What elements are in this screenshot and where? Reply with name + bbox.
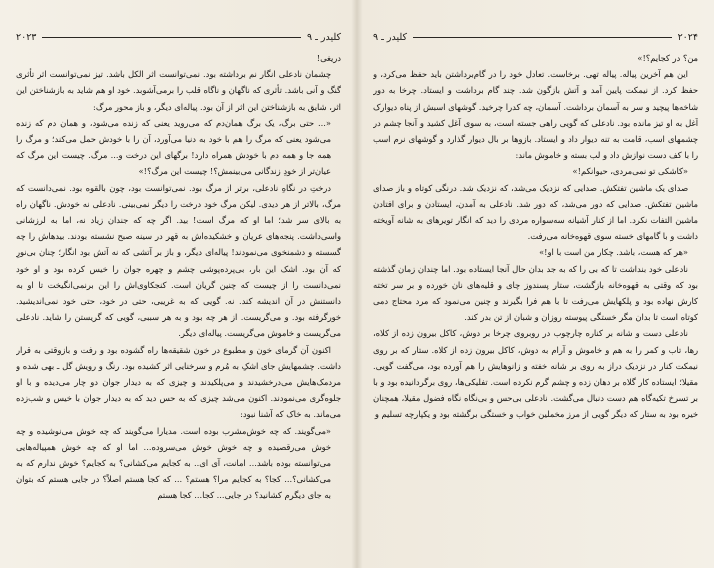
paragraph: من؟ در کجایم؟!» bbox=[637, 53, 698, 63]
paragraph: «کاشکی تو نمی‌مردی، حیوانکم!» bbox=[572, 166, 688, 177]
right-page-book-title: کلیدر ـ ۹ bbox=[373, 31, 408, 43]
paragraph: نادعلی خود بنداشت تا که بی را که به جد بدان حال آنجا ایستاده بود. اما چندان زمان گذشته بود که وقتی به قهوه‌خانه بازگشت، ستار پسندوز چای و قلیه‌های نان خورده و بر سر تخته کارش نهاده بود و پلکهایش می‌رفت تا با هم فرا بگیرند و چنین می‌نمود که مرد محتاج دمی کوتاه است تا بدان مگر خستگی پیوسته روزان و شبان از تن بدر کند. bbox=[373, 263, 698, 323]
left-page-header bbox=[16, 30, 341, 44]
right-page-number: ۲۰۲۴ bbox=[677, 31, 698, 43]
paragraph: «... حتی برگ، یک برگ همان‌دم که می‌روید یعنی که زنده می‌شود، و همان دم که زنده می‌شود یعنی که مرگ را هم با خود به دنیا می‌آورد، آن را با خودش حمل می‌کند؛ و مرگ را همه جا و همه دم با خودش همراه دارد! برگهای این درخت و... مرگ. چیست این مرگ که عیان‌تر از خودِ زندگانی می‌بینمش؟! چیست این مرگ؟!» bbox=[16, 117, 331, 177]
header-rule bbox=[42, 37, 301, 38]
left-page-book-title: کلیدر ـ ۹ bbox=[306, 31, 341, 43]
paragraph: اکنون آن گرمای خون و مطبوع در خون شقیقه‌ها راه گشوده بود و رفت و بازوقتی به قرار داشت. چشمهایش جای اشکِ به مُرم و سرخنایی اثر کشیده بود. رنگ و رویش گل ـ بهی شده و مردمک‌هایش می‌درخشیدند و می‌پلکیدند و چیزی که به دیدار جوان دو چار می‌دیده و با او جلوه‌گری می‌نمودند. اکنون می‌شد چیزی که به حس دید که به دیدار جوان با خیس و شب‌زده می‌ماند. به خاک که آشنا نبود: bbox=[16, 344, 341, 420]
left-page-text bbox=[16, 50, 341, 568]
paragraph: صدای یک ماشین تفتکش. صدایی که نزدیک می‌شد، که نزدیک شد. درنگی کوتاه و باز صدای ماشین تفتکش. صدایی که دور می‌شد، که دور شد. نادعلی به آمدن، ایستادن و برای افتادن ماشین التفات نکرد. اما از کنار آشیانه سه‌سواره مردی را دید که انگار تویرهای به شانه آویخته داشت و با گامهای خسته سوی قهوه‌خانه می‌رفت. bbox=[373, 182, 698, 242]
paragraph: دریغی! bbox=[316, 53, 341, 63]
paragraph: «می‌گویند. که چه خوش‌مشرب بوده است. مدیارا می‌گویند که چه خوش می‌نوشیده و چه خوش می‌رقصیده و چه خوش خوش می‌سروده... اما او که چه خوش همپیاله‌هایی می‌توانسته بوده باشد... امانت، آی ای.. به کجایم می‌کشانی؟ به کجایم؟ خوش ندارم که به می‌کشانی؟... کجا؟ به کجایم مرا؟ هستم؟ ... که کجا هستم اصلاً؟ در جایی هستم که بتوان به جای دیگرم کشانید؟ در جایی... کجا... کجا هستم bbox=[16, 425, 331, 501]
paragraph: این هم آخرین پیاله. پیاله تهی. برخاست. تعادل خود را در گام‌برداشتن باید حفظ می‌کرد، و حفظ کرد. از نیمکت پایین آمد و آتش بازگون شد. چند گام برداشت و ایستاد. چرخا به دور شاخه‌ها پیچید و سر به آسمان برداشت. آسمان، چه کدرا چرخید. گوشهای اسبش از پناه دیوارک آغل به او تیز مانده بود. نادعلی که گویی راهی جسته است، به سوی آغل کشید و آنجا چشم در چشمهای اسب، قامت به تنه دیوار داد و ایستاد. بازوها بر بال دیوار گذارد و گوشهای نرم اسب را با کف دست نوازش داد و لب بسته و خاموش ماند: bbox=[373, 69, 698, 161]
header-rule bbox=[413, 37, 672, 38]
left-page-number: ۲۰۲۳ bbox=[16, 31, 37, 43]
paragraph: «هر که هست، باشد. چکار من است با او!» bbox=[539, 247, 688, 258]
paragraph: چشمان نادعلی انگار نم برداشته بود. نمی‌توانست اثر الکل باشد. تیز نمی‌توانست اثر تأثری گنگ و آنی باشد. تأثری که ناگهان و ناگاه قلب را برمی‌آشوبد. خود او هم شاید به بازشناختن این اثر، شایق به بازشناختن این اثر از آن بود. پیاله‌ای دیگر، و باز محور مرگ: bbox=[16, 69, 341, 112]
right-page-header bbox=[373, 30, 698, 44]
paragraph: درختِ در نگاهِ نادعلی، برتر از مرگ بود. نمی‌توانست بود، چون بالقوه بود. نمی‌دانست که مرگ، بالاتر از هر دیدی. لیکن مرگ خود درخت را دیگر نمی‌بینی. نادعلی نه خودش. ناگهان راه به بالای سر شد؛ اما او که مرگ است! بید. اگر چه که جندان زیاد نه، اما به لرزشانی واسی‌داشت. پنجه‌های عریان و خشکیده‌اش به قهر در سینه صبح نشسته بودند. بید‌هاش را چه گسسته و دشمنخوی می‌نمودند! پیاله‌ای دیگر، و باز بر آتشی که نه آتش بود انگار؛ چنان بی‌نورِ که آن بود. اشک این بار، بی‌پرده‌پوشی چشم و چهره جوان را خیس کرده بود و او خود نمی‌دانست را از چیست که چنین گریان است. کنجکاوی‌اش را این برنمی‌انگیخت تا او به دانستنش در آن اندیشه کند. نه. گویی که به غریبی، حتی در خود، حتی خود نمی‌اندیشید. خورگرفته بود. و می‌گریست. از هر چه بود و به هر سببی، گویی که گریستن را شاید. نادعلی می‌گریست و خاموش می‌گریست. پیاله‌ای دیگر. bbox=[16, 182, 341, 339]
right-page bbox=[357, 0, 714, 568]
right-page-text bbox=[373, 50, 698, 568]
paragraph: نادعلی دست و شانه بر کناره چارچوب در روبروی چرخا بر دوش، کاکل بیرون زده از کلاه، رها، تاب و کمر را به هم و خاموش و آرام به دوش، کاکل بیرون زده از کلاه. ستار که بر روی نیمکت کنار در نزدیک دراز به روی بر شانه خفته و زانوهایش را هم آورده بود، می‌گفت گویی. مقیلا؛ ایستاده کار گلاه بر دهان زده و چشم گرم نکرده است. تفلیکی‌ها، روی برگردانیده بود و با بر تسرخ تکیه‌گاه هم دست دنبال می‌گشت. نادعلی بی‌حس و بی‌نگاه نگاه فضول مقیلا، همچنان خیره بود به ستار که دیگر گویی از مرز مخملین خواب و خستگی برگشته بود و یکپارچه تسلیم و bbox=[373, 328, 698, 420]
